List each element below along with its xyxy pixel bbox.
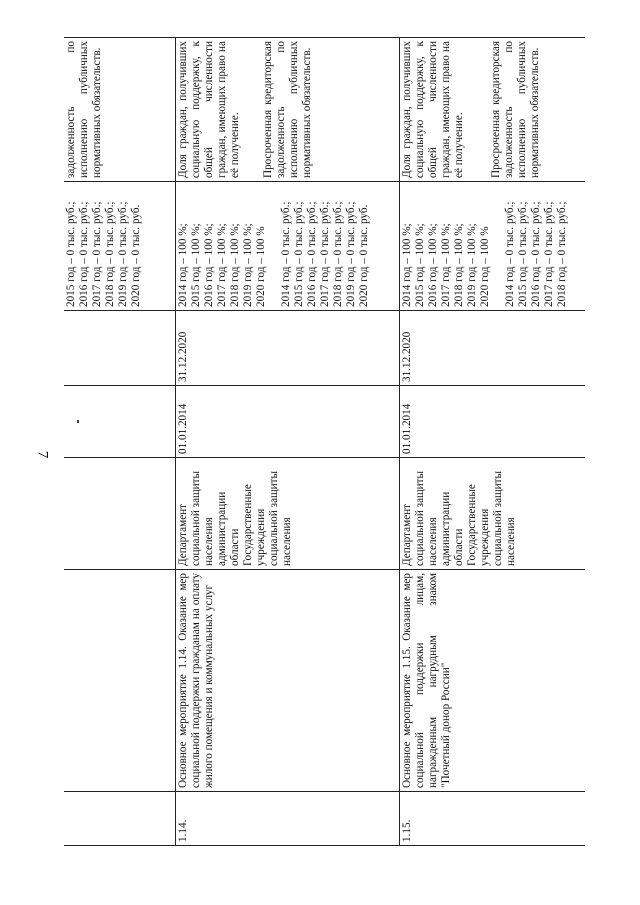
indicator-debt: Просроченная кредиторская задолженность по исполнению публичных нормативных обязательств. — [261, 41, 313, 178]
money-value: 2018 год – 0 тыс. руб.; — [555, 201, 568, 307]
money-value: 2017 год – 0 тыс. руб.; — [318, 201, 331, 307]
money-value: 2015 год – 0 тыс. руб.; — [292, 201, 305, 307]
share-value: 2020 год – 100 % — [478, 226, 491, 307]
money-value: 2016 год – 0 тыс. руб.; — [529, 201, 542, 307]
cont-cell-indicator: задолженность по исполнению публичных нормативных обязательств. — [64, 38, 175, 182]
indicator-debt: Просроченная кредиторская задолженность по исполнению публичных нормативных обязательств. — [489, 41, 541, 178]
money-value: 2019 год – 0 тыс. руб.; — [344, 201, 357, 307]
cont-finance-line: 2019 год – 0 тыс. руб.; — [117, 201, 129, 307]
money-value: 2014 год – 0 тыс. руб.; — [503, 201, 516, 307]
money-value: 2014 год – 0 тыс. руб.; — [279, 201, 292, 307]
cont-finance-line: 2016 год – 0 тыс. руб.; — [78, 201, 90, 307]
money-value: 2018 год – 0 тыс. руб.; — [331, 201, 344, 307]
cont-finance-line: 2020 год – 0 тыс. руб. — [130, 204, 142, 307]
money-value: 2017 год – 0 тыс. руб.; — [542, 201, 555, 307]
executor: Департамент социальной защиты населения администрации области Государственные учреждения социальной защиты населения — [399, 458, 585, 570]
cont-finance-line: 2015 год – 0 тыс. руб.; — [65, 201, 77, 307]
values-cell — [399, 182, 585, 311]
row-number: 1.15. — [399, 792, 585, 846]
program-measures-table — [64, 37, 585, 846]
start-date: 01.01.2014 — [399, 386, 585, 458]
money-value: 2016 год – 0 тыс. руб.; — [305, 201, 318, 307]
share-value: 2014 год – 100 %; — [176, 223, 189, 307]
share-value: 2015 год – 100 %; — [189, 223, 202, 307]
share-value: 2015 год – 100 %; — [413, 223, 426, 307]
table-row-1-15 — [399, 38, 585, 846]
end-date: 31.12.2020 — [175, 311, 399, 386]
share-value: 2019 год – 100 %; — [465, 223, 478, 307]
share-value: 2014 год – 100 %; — [400, 223, 413, 307]
start-date: 01.01.2014 — [175, 386, 399, 458]
continuation-row — [64, 38, 175, 846]
cont-cell-start — [64, 386, 175, 458]
cont-finance-line: 2018 год – 0 тыс. руб.; — [104, 201, 116, 307]
executor: Департамент социальной защиты населения администрации области Государственные учреждения социальной защиты населения — [175, 458, 399, 570]
share-value: 2019 год – 100 %; — [241, 223, 254, 307]
indicator-share: Доля граждан, получивших социальную поддержку, к общей численности граждан, имеющих право на её получение. — [400, 41, 465, 178]
cont-cell-end — [64, 311, 175, 386]
end-date: 31.12.2020 — [399, 311, 585, 386]
share-value: 2017 год – 100 %; — [215, 223, 228, 307]
indicator-cell — [175, 38, 399, 182]
cont-cell-title — [64, 570, 175, 792]
indicator-share: Доля граждан, получивших социальную поддержку, к общей численности граждан, имеющих право на её получение. — [176, 41, 241, 178]
cont-finance-line: 2017 год – 0 тыс. руб.; — [91, 201, 103, 307]
cont-cell-finance — [64, 182, 175, 311]
indicator-cell — [399, 38, 585, 182]
row-number: 1.14. — [175, 792, 399, 846]
page-number: 7 — [34, 450, 51, 459]
cont-cell-executor — [64, 458, 175, 570]
money-value: 2015 год – 0 тыс. руб.; — [516, 201, 529, 307]
share-value: 2016 год – 100 %; — [426, 223, 439, 307]
rotated-table-container — [64, 38, 587, 846]
share-value: 2020 год – 100 % — [254, 226, 267, 307]
values-cell — [175, 182, 399, 311]
share-value: 2016 год – 100 %; — [202, 223, 215, 307]
table-row-1-14 — [175, 38, 399, 846]
share-value: 2018 год – 100 %; — [452, 223, 465, 307]
cont-cell-num — [64, 792, 175, 846]
share-value: 2017 год – 100 %; — [439, 223, 452, 307]
share-value: 2018 год – 100 %; — [228, 223, 241, 307]
money-value: 2020 год – 0 тыс. руб. — [357, 204, 370, 307]
measure-title: Основное мероприятие 1.15. Оказание мер социальной поддержки лицам, награжденным нагрудным знаком "Почетный донор России" — [399, 570, 585, 792]
measure-title: Основное мероприятие 1.14. Оказание мер социальной поддержки гражданам на оплату жилого помещения и коммунальных услуг — [175, 570, 399, 792]
